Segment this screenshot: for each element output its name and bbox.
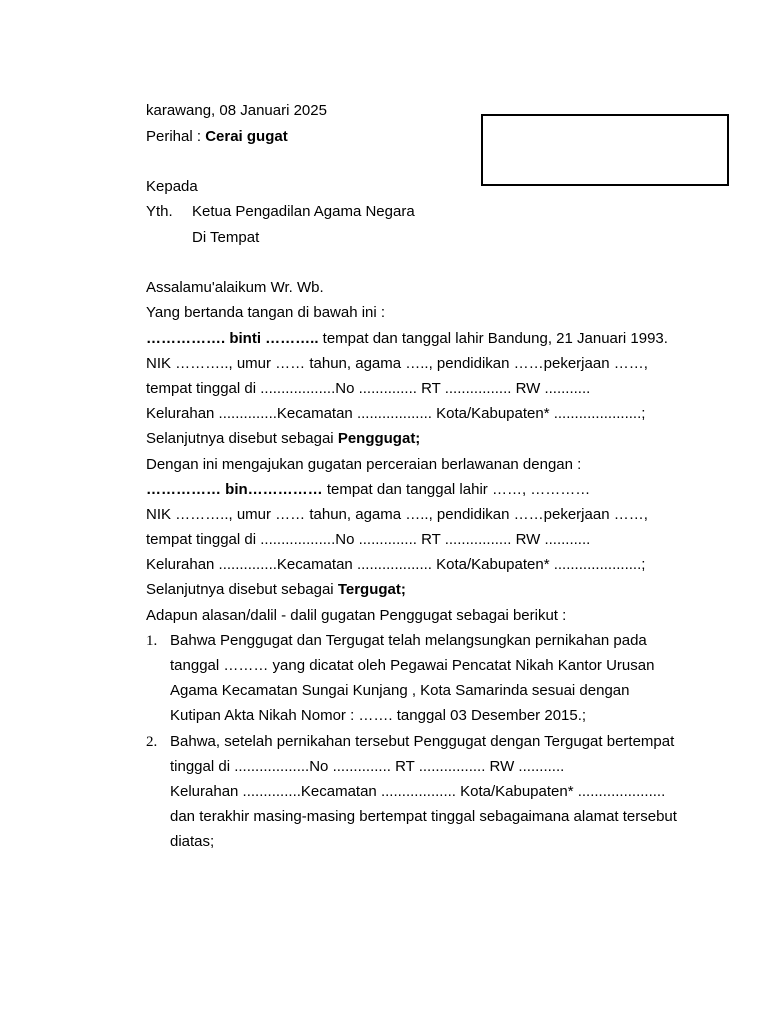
tergugat-referred-term: Tergugat; [337,581,406,598]
place-date: karawang, 08 Januari 2025 [146,102,327,119]
penggugat-kelurahan-line: Kelurahan ..............Kecamatan .................. Kota/Kabupaten* .....................; [146,405,646,422]
penggugat-nik-line: NIK ……….., umur …… tahun, agama ….., pendidikan ……pekerjaan ……, [146,355,648,372]
subject-value: Cerai gugat [205,128,288,145]
tergugat-address-line: tempat tinggal di ..................No .............. RT ................ RW ........... [146,531,591,548]
reason-2-number: 2. [146,734,158,750]
tergugat-name: …………… bin…………… [146,481,323,498]
tergugat-referred-prefix: Selanjutnya disebut sebagai [146,581,338,598]
reason-2-line-4: dan terakhir masing-masing bertempat tinggal sebagaimana alamat tersebut [170,808,677,825]
reason-1-number: 1. [146,633,158,649]
tergugat-nik-line: NIK ……….., umur …… tahun, agama ….., pendidikan ……pekerjaan ……, [146,506,648,523]
recipient-name: Ketua Pengadilan Agama Negara [192,203,415,220]
intro-line: Yang bertanda tangan di bawah ini : [146,304,386,321]
transition-line: Dengan ini mengajukan gugatan perceraian berlawanan dengan : [146,456,582,473]
recipient-location: Di Tempat [192,229,260,246]
greeting: Assalamu'alaikum Wr. Wb. [146,279,324,296]
reason-1-line-3: Agama Kecamatan Sungai Kunjang , Kota Samarinda sesuai dengan [170,682,630,699]
reason-1-line-2: tanggal ……… yang dicatat oleh Pegawai Pencatat Nikah Kantor Urusan [170,657,655,674]
tergugat-name-line [146,480,590,500]
penggugat-name: ……………. binti ……….. [146,330,319,347]
tergugat-kelurahan-line: Kelurahan ..............Kecamatan .................. Kota/Kabupaten* .....................; [146,556,646,573]
penggugat-referred-prefix: Selanjutnya disebut sebagai [146,430,338,447]
subject-line [146,127,288,147]
reason-1-line-4: Kutipan Akta Nikah Nomor : ……. tanggal 03 Desember 2015.; [170,707,587,724]
reasons-intro: Adapun alasan/dalil - dalil gugatan Penggugat sebagai berikut : [146,607,567,624]
reason-1-line-1: Bahwa Penggugat dan Tergugat telah melangsungkan pernikahan pada [170,632,647,649]
reason-2-line-5: diatas; [170,833,215,850]
reason-2-line-3: Kelurahan ..............Kecamatan .................. Kota/Kabupaten* ..................... [170,783,666,800]
penggugat-referred-line [146,429,420,449]
reason-2-line-1: Bahwa, setelah pernikahan tersebut Penggugat dengan Tergugat bertempat [170,733,675,750]
stamp-box [481,114,729,186]
penggugat-name-line [146,329,668,349]
penggugat-birth: tempat dan tanggal lahir Bandung, 21 Januari 1993. [318,330,668,347]
penggugat-referred-term: Penggugat; [337,430,421,447]
penggugat-address-line: tempat tinggal di ..................No .............. RT ................ RW ........... [146,380,591,397]
yth-label: Yth. [146,203,173,220]
subject-label: Perihal : [146,128,206,145]
tergugat-referred-line [146,580,406,600]
reason-2-line-2: tinggal di ..................No .............. RT ................ RW ........... [170,758,565,775]
kepada-label: Kepada [146,178,198,195]
tergugat-birth: tempat dan tanggal lahir ……, ………… [322,481,591,498]
